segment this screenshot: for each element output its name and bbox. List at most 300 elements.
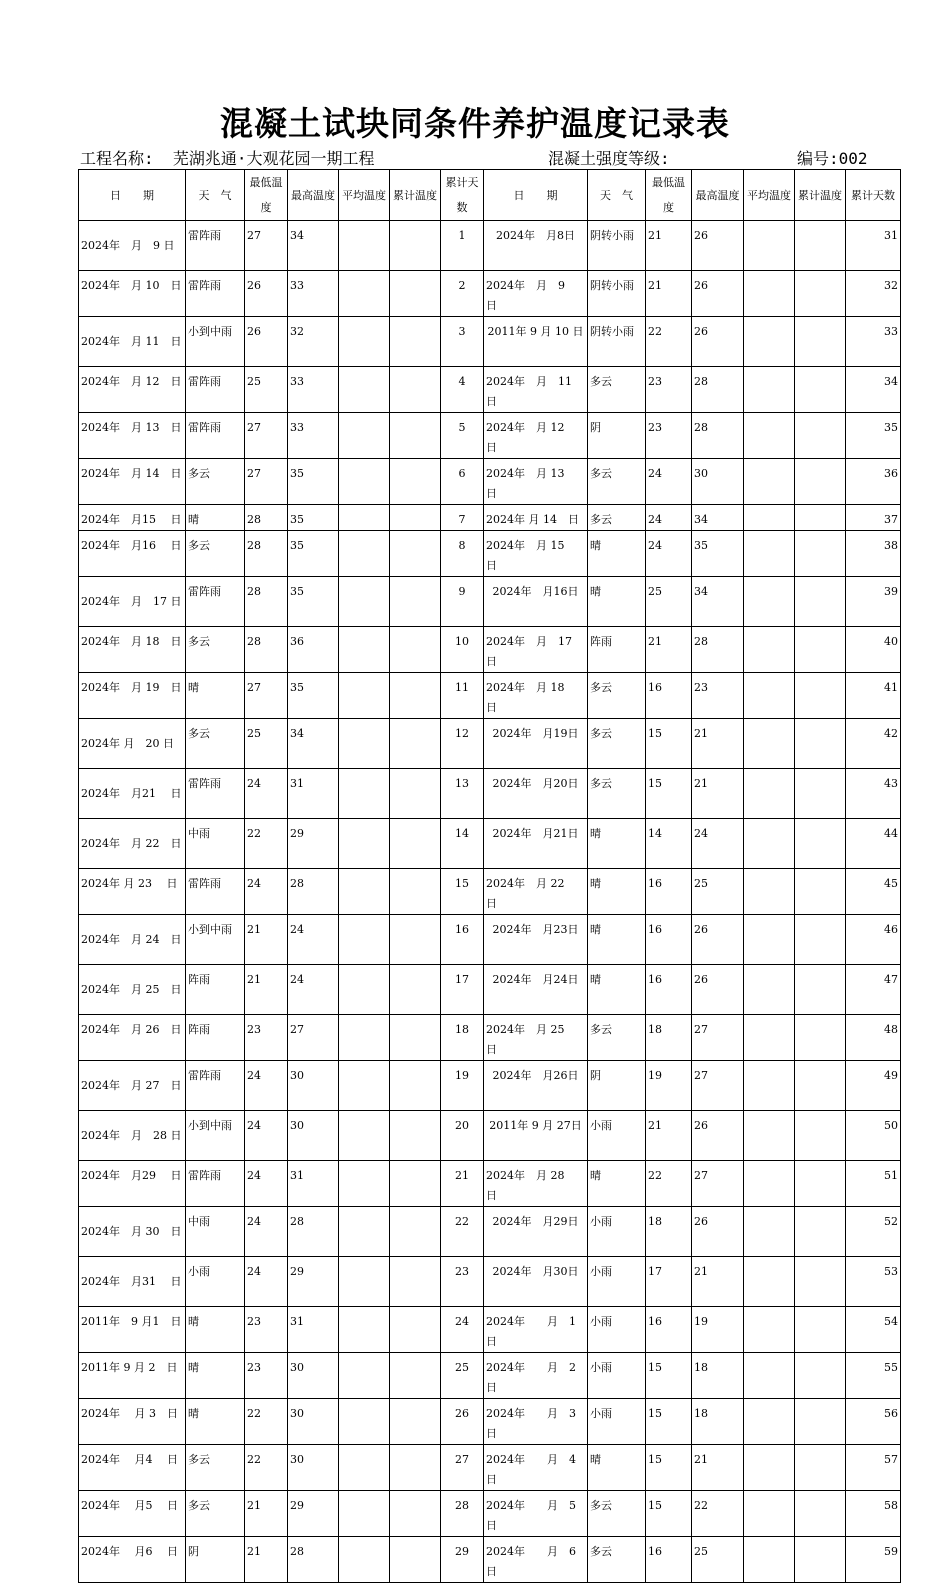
avg-temp-cell [744,819,795,869]
avg-temp-cell [339,1015,390,1061]
max-temp-cell: 28 [692,367,744,413]
weather-cell: 阴转小雨 [588,317,646,367]
avg-temp-cell [744,221,795,271]
weather-cell: 多云 [588,1015,646,1061]
avg-temp-cell [744,1491,795,1537]
table-row [79,1161,901,1207]
min-temp-cell: 22 [646,317,692,367]
table-row [79,1111,901,1161]
avg-temp-cell [744,1111,795,1161]
date-cell: 2024年 月 28 日 [484,1161,588,1207]
weather-cell: 多云 [588,1491,646,1537]
cum-days-cell: 23 [441,1257,484,1307]
date-cell: 2024年 月 14 日 [484,505,588,531]
date-cell: 2024年 月 9 日 [484,271,588,317]
weather-cell: 小雨 [186,1257,245,1307]
min-temp-cell: 27 [245,221,288,271]
cum-days-cell: 46 [846,915,901,965]
cum-days-cell: 3 [441,317,484,367]
max-temp-cell: 21 [692,1445,744,1491]
max-temp-cell: 31 [288,1307,339,1353]
weather-cell: 阴 [588,413,646,459]
avg-temp-cell [339,965,390,1015]
cum-days-cell: 8 [441,531,484,577]
min-temp-cell: 16 [646,673,692,719]
date-cell: 2024年 月 24 日 [79,915,186,965]
weather-cell: 雷阵雨 [186,1061,245,1111]
avg-temp-cell [339,1537,390,1583]
cum-days-cell: 27 [441,1445,484,1491]
cum-days-cell: 26 [441,1399,484,1445]
date-cell: 2024年 月 12 日 [484,413,588,459]
weather-cell: 小雨 [588,1353,646,1399]
weather-cell: 雷阵雨 [186,869,245,915]
avg-temp-cell [744,965,795,1015]
avg-temp-cell [744,1061,795,1111]
table-row [79,1399,901,1445]
max-temp-cell: 28 [288,1207,339,1257]
date-cell: 2024年 月4 日 [79,1445,186,1491]
min-temp-cell: 23 [646,413,692,459]
cum-days-cell: 6 [441,459,484,505]
date-cell: 2024年 月 28 日 [79,1111,186,1161]
max-temp-cell: 23 [692,673,744,719]
weather-cell: 小雨 [588,1111,646,1161]
table-row [79,915,901,965]
weather-cell: 阴转小雨 [588,221,646,271]
max-temp-cell: 19 [692,1307,744,1353]
cum-days-cell: 47 [846,965,901,1015]
table-row [79,1353,901,1399]
max-temp-cell: 24 [288,965,339,1015]
weather-cell: 阵雨 [186,1015,245,1061]
table-row [79,505,901,531]
max-temp-cell: 33 [288,413,339,459]
min-temp-cell: 21 [646,271,692,317]
table-row [79,1061,901,1111]
max-temp-cell: 28 [692,413,744,459]
cum-temp-cell [795,1491,846,1537]
table-row [79,1537,901,1583]
cum-days-cell: 12 [441,719,484,769]
date-cell: 2024年 月20日 [484,769,588,819]
cum-days-cell: 55 [846,1353,901,1399]
avg-temp-cell [339,413,390,459]
avg-temp-cell [339,367,390,413]
avg-temp-cell [744,869,795,915]
cum-days-cell: 40 [846,627,901,673]
min-temp-cell: 21 [245,1537,288,1583]
weather-cell: 晴 [186,1307,245,1353]
max-temp-cell: 30 [692,459,744,505]
cum-temp-cell [390,1207,441,1257]
min-temp-cell: 24 [245,1207,288,1257]
min-temp-cell: 18 [646,1207,692,1257]
avg-temp-cell [744,1207,795,1257]
max-temp-cell: 29 [288,1257,339,1307]
date-cell: 2024年 月 5 日 [484,1491,588,1537]
table-header-row [79,170,901,221]
min-temp-cell: 24 [245,1161,288,1207]
cum-days-cell: 51 [846,1161,901,1207]
weather-cell: 小到中雨 [186,915,245,965]
min-temp-cell: 21 [646,627,692,673]
min-temp-cell: 27 [245,673,288,719]
date-cell: 2024年 月 11 日 [484,367,588,413]
avg-temp-cell [744,1445,795,1491]
cum-temp-cell [390,673,441,719]
weather-cell: 雷阵雨 [186,769,245,819]
min-temp-cell: 25 [646,577,692,627]
max-temp-cell: 30 [288,1061,339,1111]
date-cell: 2024年 月 22 日 [484,869,588,915]
date-cell: 2011年 9 月 10 日 [484,317,588,367]
table-row [79,1307,901,1353]
table-row [79,819,901,869]
avg-temp-cell [744,915,795,965]
max-temp-cell: 34 [692,505,744,531]
min-temp-cell: 15 [646,1353,692,1399]
weather-cell: 晴 [186,1399,245,1445]
cum-temp-cell [795,1353,846,1399]
date-cell: 2024年 月 25 日 [79,965,186,1015]
max-temp-cell: 24 [288,915,339,965]
max-temp-cell: 30 [288,1445,339,1491]
weather-cell: 晴 [588,531,646,577]
avg-temp-cell [339,317,390,367]
date-cell: 2024年 月 23 日 [79,869,186,915]
cum-temp-cell [795,1257,846,1307]
header-avg-temp: 平均温度 [339,170,390,221]
min-temp-cell: 27 [245,413,288,459]
weather-cell: 小雨 [588,1399,646,1445]
cum-days-cell: 42 [846,719,901,769]
date-cell: 2024年 月16日 [484,577,588,627]
avg-temp-cell [339,1257,390,1307]
weather-cell: 晴 [186,505,245,531]
weather-cell: 多云 [588,719,646,769]
cum-days-cell: 43 [846,769,901,819]
max-temp-cell: 26 [692,1207,744,1257]
max-temp-cell: 36 [288,627,339,673]
avg-temp-cell [339,505,390,531]
cum-days-cell: 45 [846,869,901,915]
avg-temp-cell [339,819,390,869]
cum-days-cell: 58 [846,1491,901,1537]
cum-days-cell: 17 [441,965,484,1015]
cum-days-cell: 41 [846,673,901,719]
date-cell: 2024年 月 4 日 [484,1445,588,1491]
cum-temp-cell [795,367,846,413]
cum-days-cell: 29 [441,1537,484,1583]
max-temp-cell: 31 [288,769,339,819]
cum-temp-cell [795,221,846,271]
weather-cell: 多云 [588,367,646,413]
header-cum-temp: 累计温度 [795,170,846,221]
max-temp-cell: 28 [288,1537,339,1583]
avg-temp-cell [339,719,390,769]
avg-temp-cell [744,577,795,627]
cum-days-cell: 19 [441,1061,484,1111]
min-temp-cell: 22 [245,819,288,869]
min-temp-cell: 21 [245,915,288,965]
max-temp-cell: 35 [288,577,339,627]
avg-temp-cell [339,459,390,505]
max-temp-cell: 18 [692,1353,744,1399]
date-cell: 2024年 月 17 日 [484,627,588,673]
date-cell: 2024年 月5 日 [79,1491,186,1537]
cum-temp-cell [795,965,846,1015]
cum-temp-cell [390,1353,441,1399]
weather-cell: 雷阵雨 [186,1161,245,1207]
date-cell: 2024年 月29 日 [79,1161,186,1207]
cum-temp-cell [390,1111,441,1161]
cum-days-cell: 18 [441,1015,484,1061]
date-cell: 2024年 月 17 日 [79,577,186,627]
cum-temp-cell [795,1015,846,1061]
max-temp-cell: 21 [692,1257,744,1307]
cum-days-cell: 44 [846,819,901,869]
min-temp-cell: 28 [245,627,288,673]
avg-temp-cell [339,531,390,577]
date-cell: 2024年 月26日 [484,1061,588,1111]
weather-cell: 多云 [588,505,646,531]
cum-days-cell: 56 [846,1399,901,1445]
cum-days-cell: 7 [441,505,484,531]
avg-temp-cell [744,719,795,769]
avg-temp-cell [339,1307,390,1353]
min-temp-cell: 28 [245,531,288,577]
weather-cell: 晴 [186,1353,245,1399]
page-title: 混凝土试块同条件养护温度记录表 [220,104,730,143]
avg-temp-cell [744,1015,795,1061]
date-cell: 2024年 月24日 [484,965,588,1015]
max-temp-cell: 26 [692,965,744,1015]
weather-cell: 小雨 [588,1257,646,1307]
avg-temp-cell [744,1161,795,1207]
min-temp-cell: 18 [646,1015,692,1061]
avg-temp-cell [339,627,390,673]
avg-temp-cell [339,271,390,317]
date-cell: 2024年 月15 日 [79,505,186,531]
header-cum-days: 累计天数 [441,170,484,221]
date-cell: 2024年 月 27 日 [79,1061,186,1111]
number-value: 002 [838,149,868,168]
cum-temp-cell [390,869,441,915]
weather-cell: 晴 [186,673,245,719]
max-temp-cell: 30 [288,1353,339,1399]
cum-days-cell: 22 [441,1207,484,1257]
weather-cell: 中雨 [186,1207,245,1257]
date-cell: 2024年 月21日 [484,819,588,869]
cum-temp-cell [795,1161,846,1207]
min-temp-cell: 23 [245,1307,288,1353]
weather-cell: 晴 [588,1445,646,1491]
min-temp-cell: 24 [245,1111,288,1161]
cum-temp-cell [390,317,441,367]
table-row [79,459,901,505]
cum-temp-cell [795,915,846,965]
weather-cell: 多云 [588,1537,646,1583]
cum-days-cell: 35 [846,413,901,459]
min-temp-cell: 22 [245,1445,288,1491]
min-temp-cell: 21 [646,1111,692,1161]
cum-temp-cell [390,367,441,413]
avg-temp-cell [744,673,795,719]
date-cell: 2024年 月31 日 [79,1257,186,1307]
date-cell: 2024年 月21 日 [79,769,186,819]
min-temp-cell: 16 [646,1307,692,1353]
weather-cell: 阴 [186,1537,245,1583]
date-cell: 2024年 月 10 日 [79,271,186,317]
weather-cell: 多云 [186,531,245,577]
cum-days-cell: 48 [846,1015,901,1061]
header-max-temp: 最高温度 [288,170,339,221]
table-row [79,271,901,317]
cum-days-cell: 9 [441,577,484,627]
weather-cell: 雷阵雨 [186,271,245,317]
table-row [79,413,901,459]
weather-cell: 阴 [588,1061,646,1111]
max-temp-cell: 28 [692,627,744,673]
date-cell: 2024年 月 1 日 [484,1307,588,1353]
header-cum-temp: 累计温度 [390,170,441,221]
date-cell: 2011年 9 月1 日 [79,1307,186,1353]
weather-cell: 小到中雨 [186,1111,245,1161]
max-temp-cell: 29 [288,1491,339,1537]
weather-cell: 雷阵雨 [186,221,245,271]
cum-days-cell: 5 [441,413,484,459]
max-temp-cell: 33 [288,367,339,413]
min-temp-cell: 15 [646,1399,692,1445]
min-temp-cell: 16 [646,965,692,1015]
max-temp-cell: 34 [692,577,744,627]
max-temp-cell: 35 [288,673,339,719]
min-temp-cell: 16 [646,869,692,915]
min-temp-cell: 25 [245,367,288,413]
cum-temp-cell [795,627,846,673]
max-temp-cell: 25 [692,869,744,915]
date-cell: 2024年 月 25 日 [484,1015,588,1061]
avg-temp-cell [339,869,390,915]
max-temp-cell: 24 [692,819,744,869]
weather-cell: 小雨 [588,1307,646,1353]
cum-temp-cell [795,1445,846,1491]
date-cell: 2024年 月6 日 [79,1537,186,1583]
cum-temp-cell [390,627,441,673]
cum-temp-cell [390,1537,441,1583]
min-temp-cell: 27 [245,459,288,505]
table-row [79,965,901,1015]
cum-temp-cell [390,221,441,271]
table-row [79,1257,901,1307]
avg-temp-cell [339,1061,390,1111]
cum-temp-cell [390,719,441,769]
min-temp-cell: 24 [646,531,692,577]
avg-temp-cell [744,1353,795,1399]
avg-temp-cell [744,505,795,531]
avg-temp-cell [339,1353,390,1399]
min-temp-cell: 24 [245,1257,288,1307]
number-label: 编号: [797,149,839,168]
avg-temp-cell [339,915,390,965]
max-temp-cell: 32 [288,317,339,367]
avg-temp-cell [744,367,795,413]
cum-temp-cell [795,413,846,459]
avg-temp-cell [744,1537,795,1583]
min-temp-cell: 25 [245,719,288,769]
table-row [79,769,901,819]
cum-days-cell: 4 [441,367,484,413]
max-temp-cell: 26 [692,271,744,317]
min-temp-cell: 15 [646,1445,692,1491]
cum-temp-cell [795,719,846,769]
header-min-temp: 最低温度 [646,170,692,221]
header-avg-temp: 平均温度 [744,170,795,221]
avg-temp-cell [744,1307,795,1353]
date-cell: 2024年 月23日 [484,915,588,965]
header-weather: 天 气 [186,170,245,221]
weather-cell: 多云 [588,673,646,719]
max-temp-cell: 21 [692,769,744,819]
min-temp-cell: 15 [646,1491,692,1537]
date-cell: 2024年 月 18 日 [484,673,588,719]
table-row [79,1015,901,1061]
weather-cell: 晴 [588,915,646,965]
cum-days-cell: 52 [846,1207,901,1257]
table-row [79,1207,901,1257]
cum-days-cell: 53 [846,1257,901,1307]
table-row [79,1491,901,1537]
avg-temp-cell [744,413,795,459]
date-cell: 2024年 月 15 日 [484,531,588,577]
header-min-temp: 最低温度 [245,170,288,221]
cum-days-cell: 32 [846,271,901,317]
date-cell: 2024年 月 3 日 [484,1399,588,1445]
cum-temp-cell [795,673,846,719]
min-temp-cell: 24 [646,505,692,531]
table-row [79,531,901,577]
cum-days-cell: 16 [441,915,484,965]
cum-temp-cell [390,271,441,317]
project-name: 芜湖兆通·大观花园一期工程 [172,149,375,168]
date-cell: 2024年 月30日 [484,1257,588,1307]
date-cell: 2024年 月 26 日 [79,1015,186,1061]
weather-cell: 晴 [588,1161,646,1207]
max-temp-cell: 22 [692,1491,744,1537]
cum-temp-cell [390,769,441,819]
avg-temp-cell [744,459,795,505]
date-cell: 2024年 月 13 日 [79,413,186,459]
max-temp-cell: 27 [692,1015,744,1061]
cum-temp-cell [795,317,846,367]
min-temp-cell: 16 [646,915,692,965]
cum-days-cell: 25 [441,1353,484,1399]
date-cell: 2024年 月 20 日 [79,719,186,769]
cum-days-cell: 34 [846,367,901,413]
cum-temp-cell [390,1015,441,1061]
cum-days-cell: 1 [441,221,484,271]
date-cell: 2024年 月 12 日 [79,367,186,413]
table-row [79,627,901,673]
table-row [79,719,901,769]
weather-cell: 晴 [588,819,646,869]
date-cell: 2024年 月 30 日 [79,1207,186,1257]
max-temp-cell: 28 [288,869,339,915]
max-temp-cell: 34 [288,221,339,271]
date-cell: 2011年 9 月 2 日 [79,1353,186,1399]
min-temp-cell: 19 [646,1061,692,1111]
